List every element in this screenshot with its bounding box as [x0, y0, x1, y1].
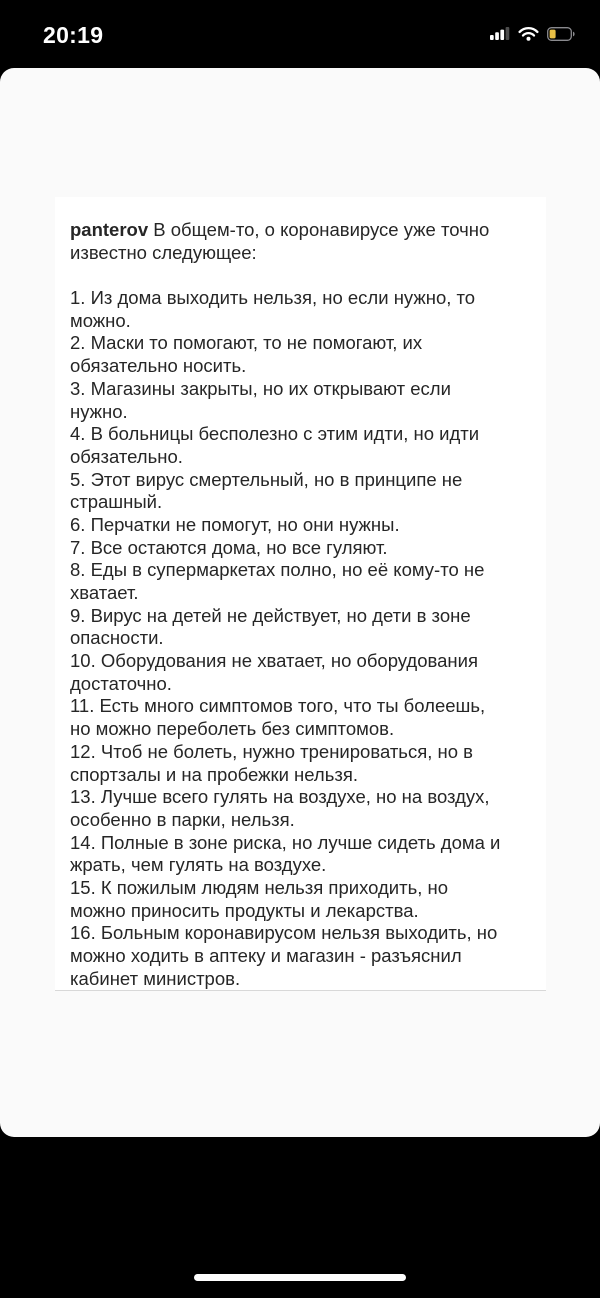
- caption-line: 2. Маски то помогают, то не помогают, их: [70, 332, 423, 354]
- caption-line: 3. Магазины закрыты, но их открывают если: [70, 377, 451, 399]
- caption-line: можно приносить продукты и лекарства.: [70, 899, 419, 921]
- caption-line: 6. Перчатки не помогут, но они нужны.: [70, 513, 400, 535]
- caption-line: можно.: [70, 309, 131, 331]
- caption-line: известно следующее:: [70, 241, 257, 263]
- caption-line: особенно в парки, нельзя.: [70, 808, 295, 830]
- status-time: 20:19: [43, 22, 104, 48]
- caption-line: 11. Есть много симптомов того, что ты болеешь,: [70, 695, 486, 717]
- caption-line: 14. Полные в зоне риска, но лучше сидеть дома и: [70, 831, 501, 853]
- caption-line: 1. Из дома выходить нельзя, но если нужно, то: [70, 287, 476, 309]
- caption-line: 16. Больным коронавирусом нельзя выходить, но: [70, 922, 498, 944]
- status-icons: [490, 26, 575, 41]
- caption-line: 8. Еды в супермаркетах полно, но её кому-то не: [70, 559, 485, 581]
- username-link[interactable]: panterov: [70, 219, 149, 240]
- caption-line: можно ходить в аптеку и магазин - разъяснил: [70, 945, 462, 966]
- wifi-icon: [518, 26, 539, 41]
- caption-line: опасности.: [70, 627, 164, 649]
- caption-line: 13. Лучше всего гулять на воздухе, но на воздух,: [70, 786, 490, 808]
- caption-line: нужно.: [70, 400, 128, 422]
- battery-icon: [547, 27, 575, 41]
- caption-line: 5. Этот вирус смертельный, но в принципе не: [70, 468, 463, 490]
- caption-line: [70, 264, 534, 287]
- home-indicator[interactable]: [194, 1274, 406, 1281]
- caption-line: страшный.: [70, 491, 163, 513]
- caption-line: жрать, чем гулять на воздухе.: [70, 854, 327, 876]
- caption-line: 15. К пожилым людям нельзя приходить, но: [70, 876, 449, 898]
- status-bar: [0, 0, 600, 68]
- caption: [55, 197, 546, 990]
- caption-line: panterov В общем-то, о коронавирусе уже точно: [70, 219, 490, 240]
- caption-line: хватает.: [70, 582, 139, 603]
- caption-line: 9. Вирус на детей не действует, но дети в зоне: [70, 604, 471, 626]
- caption-line: 10. Оборудования не хватает, но оборудования: [70, 650, 478, 672]
- caption-line: достаточно.: [70, 672, 172, 694]
- caption-line: 12. Чтоб не болеть, нужно тренироваться, но в: [70, 740, 473, 762]
- cellular-signal-icon: [490, 27, 510, 40]
- caption-line: обязательно носить.: [70, 355, 247, 377]
- post-screenshot-block: [55, 197, 546, 991]
- app-card: [0, 68, 600, 1137]
- caption-line: 7. Все остаются дома, но все гуляют.: [70, 536, 388, 558]
- caption-line: обязательно.: [70, 445, 183, 467]
- caption-line: 4. В больницы бесполезно с этим идти, но идти: [70, 423, 480, 445]
- caption-line: кабинет министров.: [70, 967, 241, 989]
- caption-line: спортзалы и на пробежки нельзя.: [70, 763, 359, 785]
- caption-line: но можно переболеть без симптомов.: [70, 718, 395, 740]
